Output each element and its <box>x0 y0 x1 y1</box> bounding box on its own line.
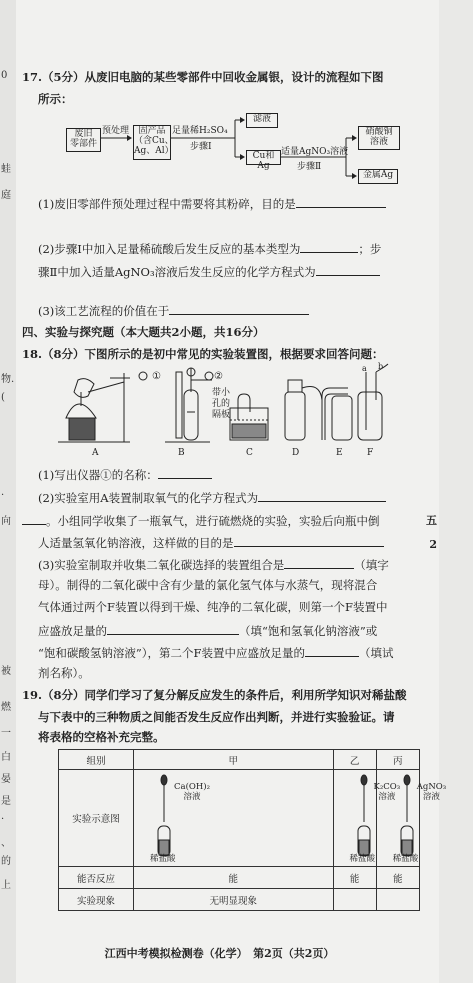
row-label: 实验现象 <box>59 889 134 911</box>
diagram-cell-yi <box>333 770 401 867</box>
label-b: b <box>378 362 384 371</box>
device-label-F: F <box>367 448 374 458</box>
q18-part2-line3: 人适量氢氧化钠溶液，这样做的目的是 <box>38 534 384 550</box>
q18-part3-line6: 剂名称）。 <box>38 666 90 680</box>
q17-part2-line1: (2)步骤Ⅰ中加入足量稀硫酸后发生反应的基本类型为 ；步 <box>38 242 382 256</box>
answer-blank[interactable] <box>22 512 46 525</box>
acid-label: 稀盐酸 <box>392 854 419 864</box>
flow-box-cuag: Cu和Ag <box>246 150 281 165</box>
margin-char: 上 <box>1 880 11 891</box>
q19-stem-line3: 将表格的空格补充完整。 <box>38 730 165 744</box>
answer-blank[interactable] <box>107 622 239 635</box>
device-label-A: A <box>92 448 99 458</box>
margin-char: 是 <box>1 796 11 807</box>
flow-label-step2: 步骤Ⅱ <box>297 162 322 172</box>
margin-char: 被 <box>1 666 11 677</box>
table-cell: 能 <box>134 867 334 889</box>
row-label: 能否反应 <box>59 867 134 889</box>
flow-label-acid: 足量稀H₂SO₄ <box>172 126 228 136</box>
table-row-reaction <box>59 867 420 889</box>
answer-blank[interactable] <box>258 489 386 502</box>
q18-part3-line2: 母）。制得的二氧化碳中含有少量的氯化氢气体与水蒸气，现将混合 <box>38 578 378 592</box>
label-instrument-2: ② <box>214 371 223 382</box>
reagent-label: K₂CO₃ 溶液 <box>373 782 401 802</box>
header-cell: 丙 <box>376 750 419 770</box>
reagent-label: Ca(OH)₂ 溶液 <box>174 782 210 802</box>
margin-char: 一 <box>1 728 11 739</box>
header-cell: 组别 <box>59 750 134 770</box>
header-cell: 乙 <box>333 750 376 770</box>
flow-box-product: 固产品 （含Cu、 Ag、Al） <box>133 125 171 160</box>
label-a: a <box>362 364 367 373</box>
device-label-D: D <box>292 448 300 458</box>
margin-char: 物. <box>1 374 15 385</box>
flow-box-ag: 金属Ag <box>358 169 398 184</box>
q17-part2-line2: 骤Ⅱ中加入适量AgNO₃溶液后发生反应的化学方程式为 <box>38 263 380 279</box>
label-partition: 带小 孔的 隔板 <box>212 388 231 420</box>
answer-blank[interactable] <box>305 644 359 657</box>
table-row-phenomenon <box>59 889 420 911</box>
table-row-diagram <box>59 770 420 867</box>
q18-stem: 18.（8分）下图所示的是初中常见的实验装置图，根据要求回答问题： <box>22 347 384 361</box>
margin-char: · <box>1 814 5 825</box>
reagent-label: AgNO₃ 溶液 <box>416 782 447 802</box>
table-header-row <box>59 750 420 770</box>
q19-table <box>58 749 447 911</box>
table-cell: 能 <box>376 867 419 889</box>
device-label-C: C <box>246 448 253 458</box>
flow-box-cuno3: 硝酸铜 溶液 <box>358 126 400 150</box>
margin-right-char: 五 <box>426 514 437 527</box>
table-cell-blank[interactable] <box>333 889 376 911</box>
q18-part1: (1)写出仪器①的名称： <box>38 466 212 482</box>
q18-part3-line4: 应盛放足量的 （填“饱和氢氧化钠溶液”或 <box>38 624 378 638</box>
table-cell: 能 <box>333 867 376 889</box>
margin-right-char: 2 <box>429 538 437 551</box>
q17-part1: (1)废旧零部件预处理过程中需要将其粉碎，目的是 <box>38 195 386 211</box>
acid-label: 稀盐酸 <box>349 854 376 864</box>
diagram-cell-jia <box>134 770 334 867</box>
q17-stem-line2: 所示： <box>38 92 73 106</box>
margin-char: 庭 <box>1 190 11 201</box>
margin-char: 0 <box>1 70 8 81</box>
margin-char: 白 <box>1 752 11 763</box>
flow-label-pretreat: 预处理 <box>102 126 130 136</box>
q18-part2-line1: (2)实验室用A装置制取氧气的化学方程式为 <box>38 489 386 505</box>
table-cell-blank[interactable] <box>376 889 419 911</box>
margin-char: ( <box>1 392 5 403</box>
margin-char: 燃 <box>1 702 11 713</box>
table-cell: 无明显现象 <box>134 889 334 911</box>
flow-box-start: 废旧 零部件 <box>66 128 101 152</box>
acid-label: 稀盐酸 <box>150 854 176 864</box>
q19-stem-line2: 与下表中的三种物质之间能否发生反应作出判断，并进行实验验证。请 <box>38 710 395 724</box>
flow-label-reagent: 适量AgNO₃溶液 <box>281 147 349 157</box>
page-footer: 江西中考模拟检测卷（化学） 第2页（共2页） <box>104 947 335 960</box>
q18-part3-line3: 气体通过两个F装置以得到干燥、纯净的二氧化碳，则第一个F装置中 <box>38 600 388 614</box>
flow-label-step1: 步骤Ⅰ <box>190 142 212 152</box>
diagram-cell-bing <box>373 770 447 867</box>
row-label: 实验示意图 <box>59 770 134 867</box>
q17-stem-line1: 17.（5分）从废旧电脑的某些零部件中回收金属银，设计的流程如下图 <box>22 70 384 84</box>
answer-blank[interactable] <box>284 556 354 569</box>
margin-char: 向 <box>1 516 11 527</box>
label-instrument-1: ① <box>152 371 161 382</box>
q18-part3-line5: “饱和碳酸氢钠溶液”），第二个F装置中应盛放足量的 （填试 <box>38 646 394 660</box>
section-4-heading: 四、实验与探究题（本大题共2小题，共16分） <box>22 325 265 339</box>
margin-char: 、 <box>1 838 11 849</box>
margin-char: 的 <box>1 856 11 867</box>
margin-char: 蛙 <box>1 164 11 175</box>
q19-stem-line1: 19.（8分）同学们学习了复分解反应发生的条件后，利用所学知识对稀盐酸 <box>22 688 407 702</box>
margin-char: · <box>1 490 5 501</box>
q18-part3-line1: (3)实验室制取并收集二氧化碳选择的装置组合是 （填字 <box>38 558 389 572</box>
q17-part3: (3)该工艺流程的价值在于 <box>38 302 309 318</box>
device-label-E: E <box>336 448 343 458</box>
q18-part2-line2: 。小组同学收集了一瓶氧气，进行硫燃烧的实验，实验后向瓶中倒 <box>22 512 380 528</box>
answer-blank[interactable] <box>234 534 384 547</box>
margin-char: 晏 <box>1 774 11 785</box>
answer-blank[interactable] <box>158 466 212 479</box>
flow-box-filtrate: 滤液 <box>246 113 278 128</box>
device-label-B: B <box>178 448 185 458</box>
header-cell: 甲 <box>134 750 334 770</box>
